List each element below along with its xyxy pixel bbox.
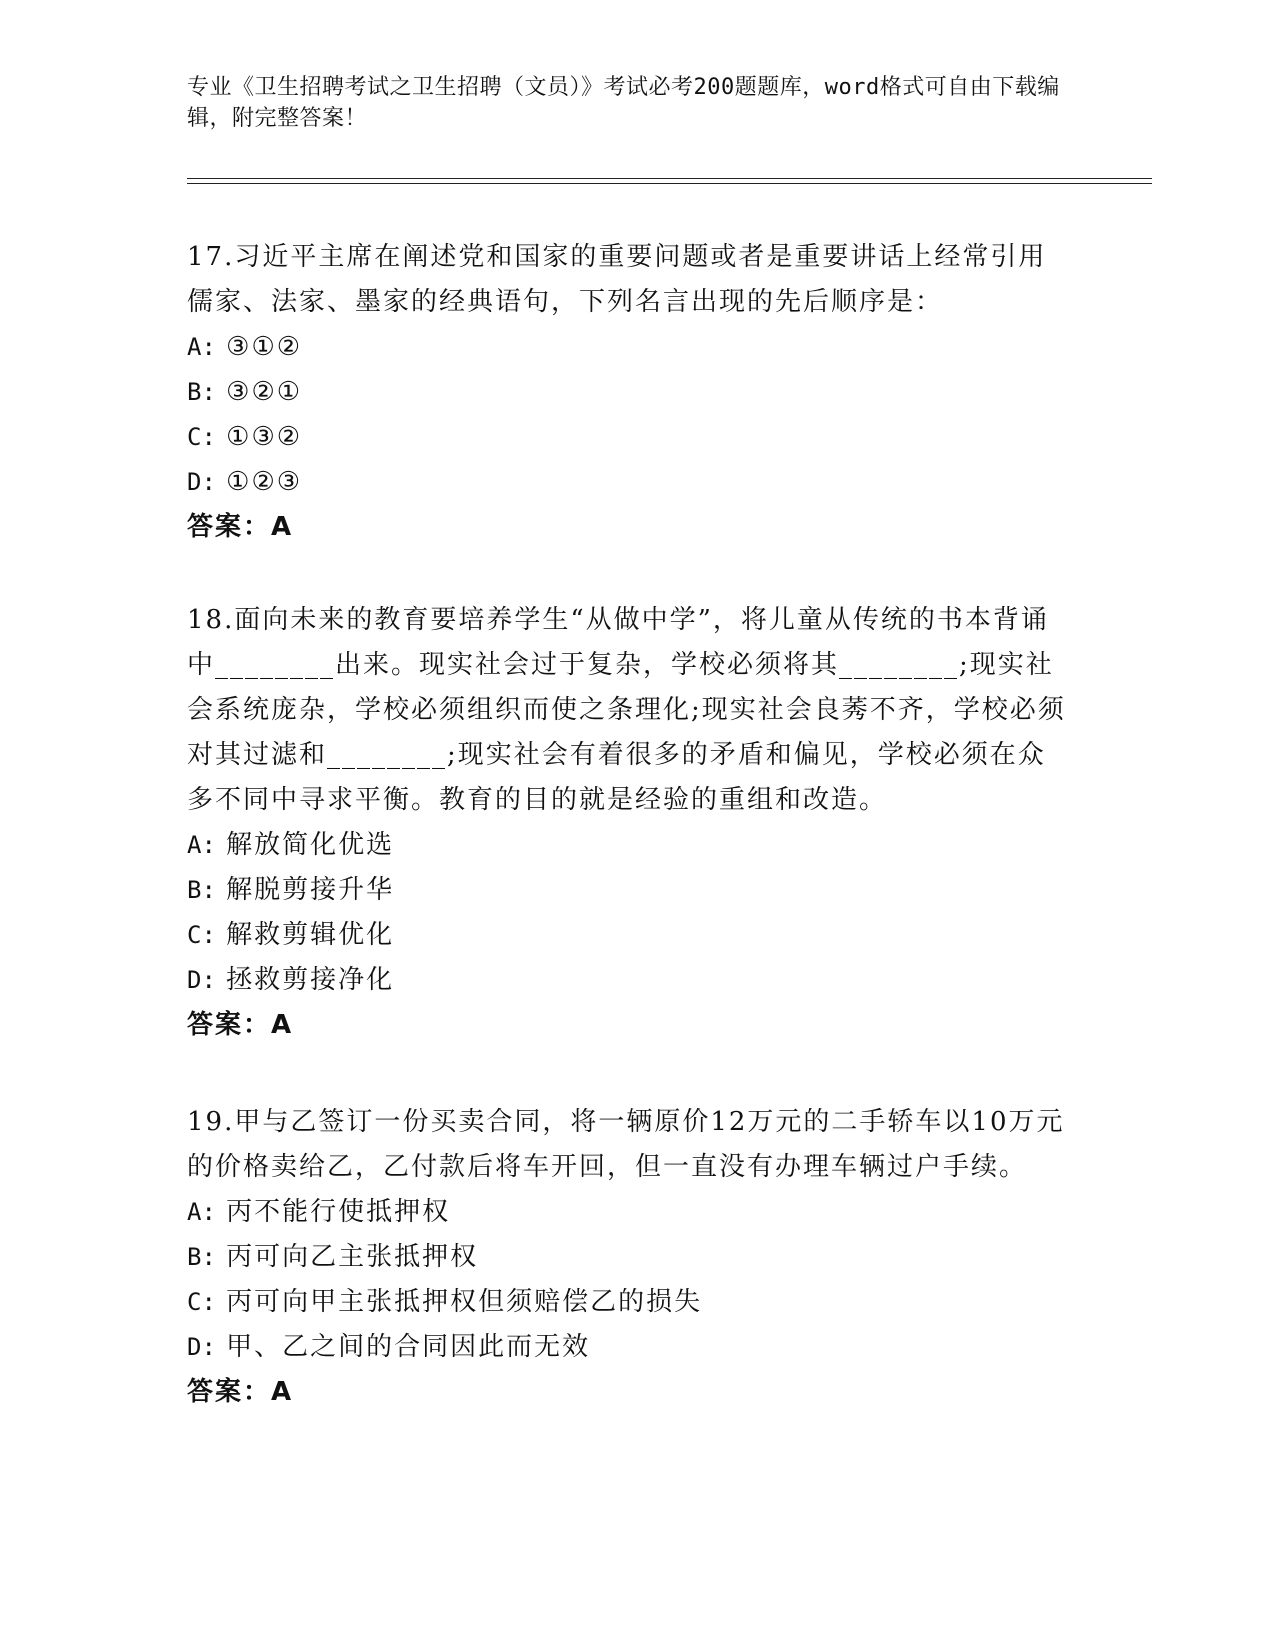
option-letter: A: — [187, 1198, 216, 1226]
option-letter: C: — [187, 921, 216, 949]
option-text: 解脱剪接升华 — [226, 875, 395, 905]
header-divider-top — [187, 178, 1152, 179]
option-letter: C: — [187, 423, 216, 451]
answer-line: 答案：A — [187, 512, 294, 542]
question-stem: 19.甲与乙签订一份买卖合同，将一辆原价12万元的二手轿车以10万元的价格卖给乙，乙付款后将车开回，但一直没有办理车辆过户手续。 — [187, 1107, 1065, 1182]
option-text: 丙可向甲主张抵押权但须赔偿乙的损失 — [226, 1287, 703, 1317]
option-text: ③①② — [226, 332, 303, 362]
option-text: 丙可向乙主张抵押权 — [226, 1242, 479, 1272]
option-c — [187, 415, 1067, 460]
option-b — [187, 868, 1067, 913]
document-header-title: 专业《卫生招聘考试之卫生招聘（文员）》考试必考200题题库，word格式可自由下载编辑，附完整答案！ — [187, 75, 1060, 131]
option-letter: C: — [187, 1288, 216, 1316]
option-text: ①③② — [226, 422, 303, 452]
option-text: 解救剪辑优化 — [226, 920, 395, 950]
option-letter: D: — [187, 966, 216, 994]
option-letter: A: — [187, 831, 216, 859]
header-divider-bottom — [187, 183, 1152, 184]
option-letter: D: — [187, 1333, 216, 1361]
option-text: 甲、乙之间的合同因此而无效 — [226, 1332, 591, 1362]
option-letter: B: — [187, 1243, 216, 1271]
option-c — [187, 1280, 1067, 1325]
option-text: 丙不能行使抵押权 — [226, 1197, 451, 1227]
answer-line: 答案：A — [187, 1010, 294, 1040]
option-letter: D: — [187, 468, 216, 496]
option-text: ①②③ — [226, 467, 303, 497]
question-stem: 18.面向未来的教育要培养学生“从做中学”，将儿童从传统的书本背诵中________出来。现实社会过于复杂，学校必须将其________;现实社会系统庞杂，学校必须组织而使之条理化;现实社会良莠不齐，学校必须对其过滤和________;现实社会有着很多的矛盾和偏见，学校必须在众多不同中寻求平衡。教育的目的就是经验的重组和改造。 — [187, 605, 1066, 815]
option-d — [187, 460, 1067, 505]
option-letter: A: — [187, 333, 216, 361]
question-stem: 17.习近平主席在阐述党和国家的重要问题或者是重要讲话上经常引用儒家、法家、墨家的经典语句，下列名言出现的先后顺序是： — [187, 242, 1047, 317]
option-text: 解放简化优选 — [226, 830, 395, 860]
question-17 — [187, 235, 1067, 550]
option-b — [187, 1235, 1067, 1280]
question-18 — [187, 598, 1067, 1048]
option-d — [187, 1325, 1067, 1370]
option-text: 拯救剪接净化 — [226, 965, 395, 995]
option-letter: B: — [187, 876, 216, 904]
option-a — [187, 1190, 1067, 1235]
option-a — [187, 823, 1067, 868]
question-19 — [187, 1100, 1067, 1415]
option-a — [187, 325, 1067, 370]
option-letter: B: — [187, 378, 216, 406]
option-b — [187, 370, 1067, 415]
option-d — [187, 958, 1067, 1003]
option-text: ③②① — [226, 377, 303, 407]
option-c — [187, 913, 1067, 958]
answer-line: 答案：A — [187, 1377, 294, 1407]
